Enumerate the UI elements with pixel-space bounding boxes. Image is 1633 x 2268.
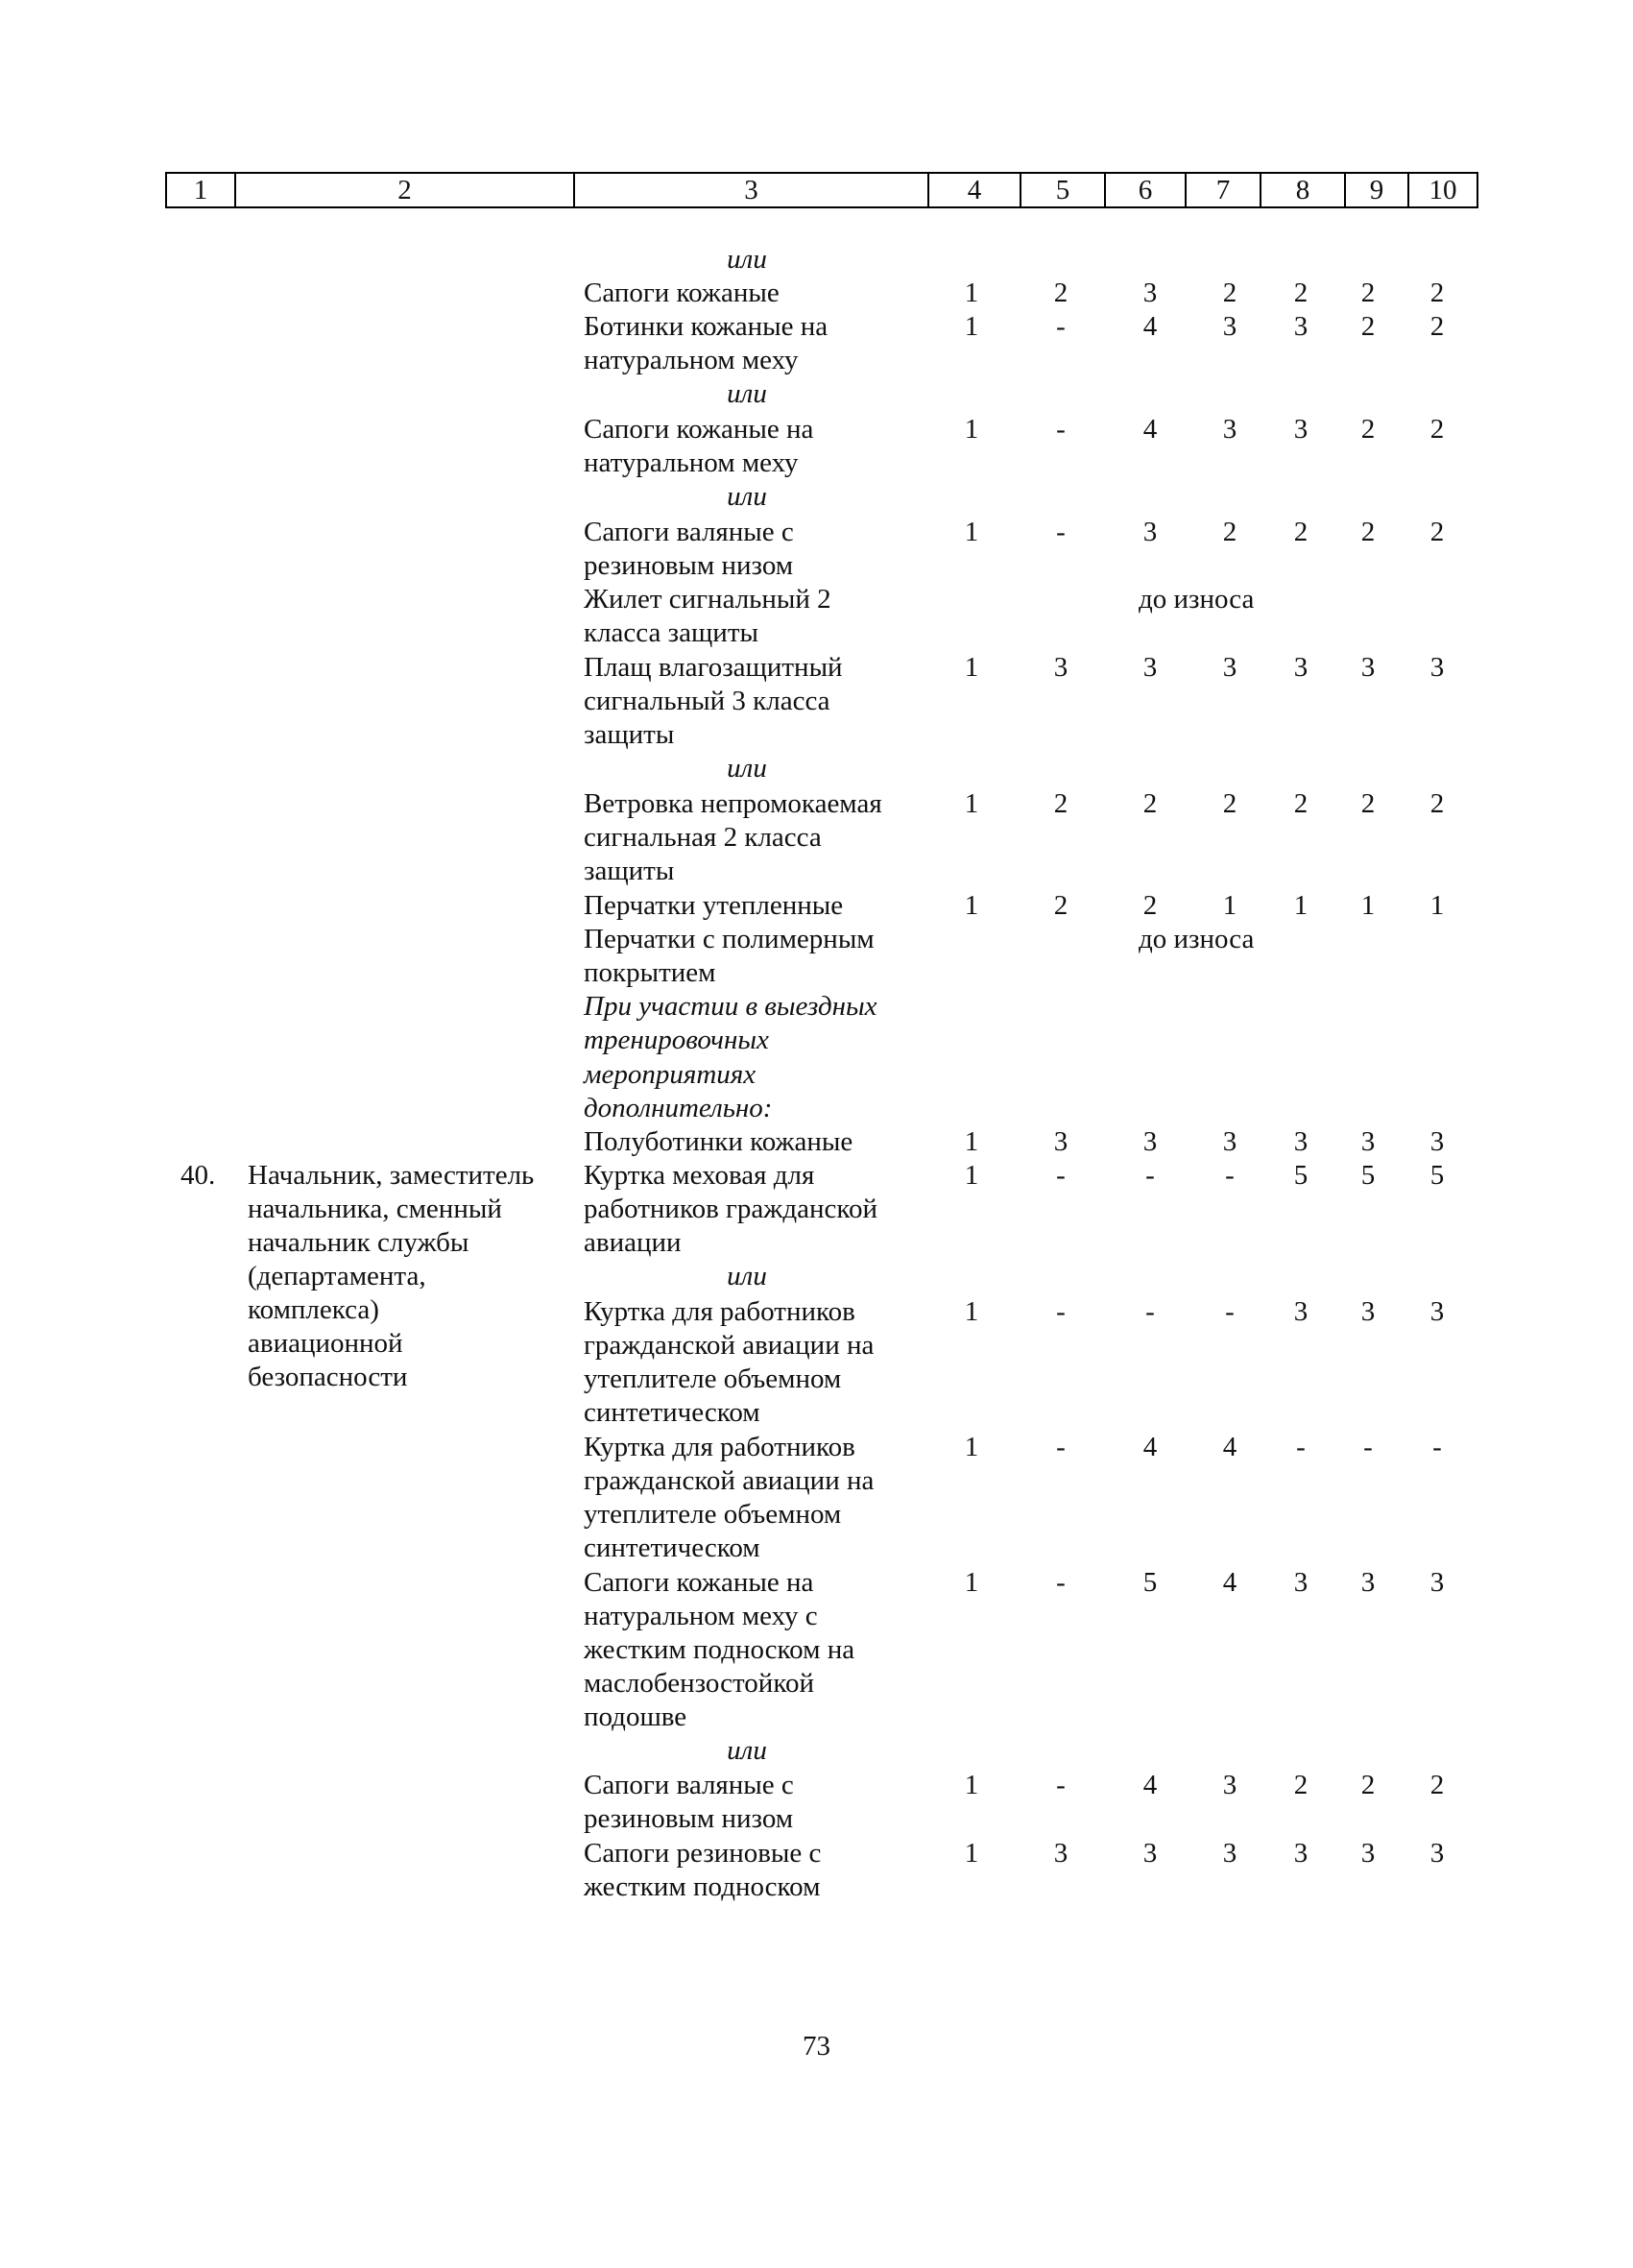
value-col-8: 3 [1293,1567,1309,1598]
item-name: Жилет сигнальный 2 [584,584,831,615]
item-name: Сапоги кожаные на [584,414,814,445]
value-col-6: 3 [1142,517,1158,547]
value-col-4: 1 [964,1126,979,1157]
value-col-10: 2 [1429,517,1445,547]
value-col-9: 2 [1360,311,1376,342]
value-col-5: 2 [1053,890,1069,921]
value-col-6: - [1145,1296,1155,1327]
value-col-7: 3 [1222,652,1237,683]
item-name: Полуботинки кожаные [584,1126,853,1157]
value-col-9: 1 [1360,890,1376,921]
separator-or: или [727,244,767,275]
item-name: Перчатки с полимерным [584,924,875,954]
value-col-6: 2 [1142,890,1158,921]
item-name: Сапоги валяные с [584,517,794,547]
column-header-3: 3 [573,174,927,206]
position-title-line: начальник службы [248,1227,469,1258]
item-name: утеплителе объемном [584,1499,842,1530]
value-col-10: - [1432,1432,1442,1462]
item-name: Ботинки кожаные на [584,311,829,342]
value-col-5: - [1056,1770,1066,1800]
item-name: Куртка меховая для [584,1160,815,1191]
value-col-9: 3 [1360,652,1376,683]
value-col-7: 3 [1222,311,1237,342]
item-name: Перчатки утепленные [584,890,844,921]
value-col-4: 1 [964,517,979,547]
column-header-10: 10 [1407,174,1477,206]
italic-note: При участии в выездных [584,991,877,1022]
item-name: Сапоги кожаные [584,277,780,308]
position-title-line: (департамента, [248,1261,426,1291]
item-name: жестким подноском [584,1871,821,1902]
value-col-5: - [1056,1567,1066,1598]
column-header-8: 8 [1260,174,1344,206]
value-col-7: 3 [1222,1838,1237,1869]
value-col-10: 3 [1429,1567,1445,1598]
value-col-6: 4 [1142,414,1158,445]
value-col-8: 2 [1293,517,1309,547]
value-col-8: 3 [1293,1296,1309,1327]
value-col-8: - [1296,1432,1306,1462]
value-col-8: 1 [1293,890,1309,921]
value-col-10: 5 [1429,1160,1445,1191]
value-col-4: 1 [964,1432,979,1462]
value-col-7: 1 [1222,890,1237,921]
value-col-9: 2 [1360,1770,1376,1800]
value-col-8: 5 [1293,1160,1309,1191]
item-name: Сапоги валяные с [584,1770,794,1800]
value-col-4: 1 [964,1160,979,1191]
column-header-7: 7 [1185,174,1260,206]
item-name: защиты [584,856,675,886]
value-col-6: 3 [1142,277,1158,308]
value-col-5: - [1056,311,1066,342]
value-col-10: 3 [1429,1126,1445,1157]
value-col-6: 3 [1142,1126,1158,1157]
value-col-8: 3 [1293,1126,1309,1157]
value-col-5: 3 [1053,652,1069,683]
item-name: класса защиты [584,617,758,648]
wear-period-note: до износа [1139,584,1255,615]
column-header-9: 9 [1344,174,1407,206]
column-header-6: 6 [1104,174,1185,206]
item-name: работников гражданской [584,1194,877,1224]
value-col-5: - [1056,517,1066,547]
value-col-4: 1 [964,277,979,308]
value-col-9: 2 [1360,414,1376,445]
value-col-4: 1 [964,652,979,683]
separator-or: или [727,1261,767,1291]
value-col-7: - [1225,1296,1235,1327]
value-col-5: - [1056,414,1066,445]
value-col-7: 4 [1222,1567,1237,1598]
value-col-4: 1 [964,890,979,921]
item-name: синтетическом [584,1397,760,1428]
position-title-line: комплекса) [248,1294,379,1325]
item-name: подошве [584,1701,687,1732]
column-header-5: 5 [1020,174,1104,206]
value-col-5: - [1056,1296,1066,1327]
column-header-row [165,172,1478,208]
value-col-4: 1 [964,788,979,819]
position-title-line: авиационной [248,1328,403,1359]
item-name: Куртка для работников [584,1432,855,1462]
value-col-10: 2 [1429,277,1445,308]
value-col-6: 3 [1142,652,1158,683]
value-col-10: 3 [1429,652,1445,683]
value-col-6: 5 [1142,1567,1158,1598]
value-col-7: 3 [1222,1126,1237,1157]
item-name: Ветровка непромокаемая [584,788,882,819]
item-name: маслобензостойкой [584,1668,814,1699]
item-name: авиации [584,1227,682,1258]
item-name: Плащ влагозащитный [584,652,843,683]
value-col-6: 4 [1142,311,1158,342]
italic-note: тренировочных [584,1025,769,1055]
value-col-6: 2 [1142,788,1158,819]
value-col-4: 1 [964,311,979,342]
value-col-6: - [1145,1160,1155,1191]
value-col-6: 4 [1142,1770,1158,1800]
position-title-line: безопасности [248,1362,408,1392]
value-col-5: 3 [1053,1126,1069,1157]
value-col-8: 3 [1293,1838,1309,1869]
row-number: 40. [180,1160,216,1191]
value-col-4: 1 [964,1770,979,1800]
value-col-6: 3 [1142,1838,1158,1869]
item-name: гражданской авиации на [584,1330,875,1361]
position-title-line: начальника, сменный [248,1194,502,1224]
value-col-10: 3 [1429,1296,1445,1327]
value-col-9: 2 [1360,277,1376,308]
value-col-6: 4 [1142,1432,1158,1462]
item-name: защиты [584,719,675,750]
value-col-4: 1 [964,1296,979,1327]
column-header-4: 4 [927,174,1020,206]
separator-or: или [727,753,767,784]
value-col-9: 3 [1360,1296,1376,1327]
item-name: натуральном меху [584,447,799,478]
value-col-9: 3 [1360,1126,1376,1157]
page-number: 73 [803,2031,830,2062]
value-col-9: - [1363,1432,1373,1462]
value-col-7: - [1225,1160,1235,1191]
value-col-7: 3 [1222,1770,1237,1800]
separator-or: или [727,1735,767,1766]
item-name: Сапоги кожаные на [584,1567,814,1598]
value-col-9: 5 [1360,1160,1376,1191]
value-col-4: 1 [964,1567,979,1598]
value-col-9: 3 [1360,1838,1376,1869]
value-col-7: 2 [1222,277,1237,308]
item-name: утеплителе объемном [584,1363,842,1394]
value-col-8: 3 [1293,311,1309,342]
column-header-1: 1 [193,175,208,205]
value-col-9: 2 [1360,788,1376,819]
item-name: натуральном меху с [584,1601,818,1631]
column-header-2: 2 [234,174,573,206]
value-col-5: - [1056,1432,1066,1462]
value-col-10: 2 [1429,414,1445,445]
separator-or: или [727,481,767,512]
position-title-line: Начальник, заместитель [248,1160,535,1191]
value-col-8: 2 [1293,1770,1309,1800]
value-col-8: 2 [1293,788,1309,819]
wear-period-note: до износа [1139,924,1255,954]
italic-note: мероприятиях [584,1059,756,1090]
item-name: синтетическом [584,1532,760,1563]
item-name: сигнальный 3 класса [584,686,830,716]
value-col-5: 2 [1053,277,1069,308]
value-col-8: 2 [1293,277,1309,308]
value-col-7: 3 [1222,414,1237,445]
item-name: гражданской авиации на [584,1465,875,1496]
item-name: натуральном меху [584,345,799,375]
item-name: резиновым низом [584,1803,794,1834]
item-name: Куртка для работников [584,1296,855,1327]
value-col-9: 3 [1360,1567,1376,1598]
value-col-10: 2 [1429,788,1445,819]
value-col-4: 1 [964,414,979,445]
value-col-10: 1 [1429,890,1445,921]
value-col-7: 2 [1222,517,1237,547]
value-col-8: 3 [1293,652,1309,683]
item-name: Сапоги резиновые с [584,1838,822,1869]
italic-note: дополнительно: [584,1093,773,1123]
value-col-10: 2 [1429,1770,1445,1800]
value-col-4: 1 [964,1838,979,1869]
separator-or: или [727,378,767,409]
value-col-5: 3 [1053,1838,1069,1869]
value-col-7: 2 [1222,788,1237,819]
value-col-7: 4 [1222,1432,1237,1462]
item-name: покрытием [584,957,716,988]
value-col-10: 2 [1429,311,1445,342]
value-col-5: - [1056,1160,1066,1191]
value-col-9: 2 [1360,517,1376,547]
value-col-10: 3 [1429,1838,1445,1869]
item-name: жестким подноском на [584,1634,855,1665]
value-col-8: 3 [1293,414,1309,445]
value-col-5: 2 [1053,788,1069,819]
item-name: резиновым низом [584,550,794,581]
item-name: сигнальная 2 класса [584,822,822,853]
